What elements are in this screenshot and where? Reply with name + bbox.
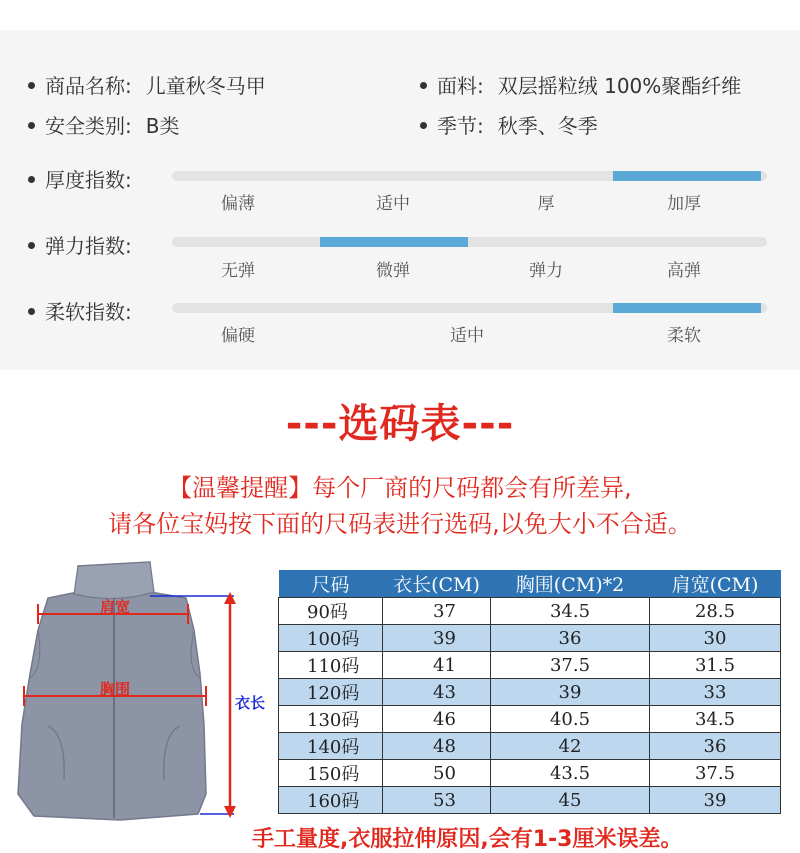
size-cell: 120码 xyxy=(279,679,383,706)
vest-measurement-diagram xyxy=(0,548,275,838)
size-cell: 150码 xyxy=(279,760,383,787)
thickness-index-track xyxy=(172,171,767,181)
softness-index-track xyxy=(172,303,767,313)
table-row xyxy=(279,652,781,679)
table-row xyxy=(279,679,781,706)
shoulder-cell: 30 xyxy=(650,625,781,652)
safety-row xyxy=(28,110,179,139)
elasticity-index-label: 弹力指数: xyxy=(28,230,132,259)
season-row xyxy=(420,110,598,139)
softness-tick: 偏硬 xyxy=(221,326,255,346)
bullet-icon xyxy=(28,122,35,129)
length-cell: 50 xyxy=(383,760,491,787)
safety-value: B类 xyxy=(145,114,180,138)
table-row xyxy=(279,760,781,787)
notice-line-2: 请各位宝妈按下面的尺码表进行选码,以免大小不合适。 xyxy=(108,510,692,538)
elasticity-index-track xyxy=(172,237,767,247)
header-chest: 胸围(CM)*2 xyxy=(491,570,650,598)
table-row xyxy=(279,598,781,625)
chest-cell: 39 xyxy=(491,679,650,706)
vest-illustration xyxy=(0,548,275,838)
season-value: 秋季、冬季 xyxy=(497,114,598,138)
length-label: 衣长 xyxy=(235,694,266,712)
fabric-row xyxy=(420,70,741,99)
chest-cell: 43.5 xyxy=(491,760,650,787)
season-label: 季节: xyxy=(437,114,484,138)
shoulder-cell: 39 xyxy=(650,787,781,814)
length-cell: 48 xyxy=(383,733,491,760)
fabric-value: 双层摇粒绒 100%聚酯纤维 xyxy=(497,74,742,98)
bullet-icon xyxy=(28,176,35,183)
size-table-header xyxy=(279,570,781,598)
thickness-index-fill xyxy=(613,171,761,181)
size-cell: 130码 xyxy=(279,706,383,733)
size-cell: 140码 xyxy=(279,733,383,760)
table-row xyxy=(279,733,781,760)
table-row xyxy=(279,706,781,733)
elasticity-tick: 微弹 xyxy=(376,261,410,281)
size-cell: 160码 xyxy=(279,787,383,814)
shoulder-cell: 31.5 xyxy=(650,652,781,679)
fabric-label: 面料: xyxy=(437,74,484,98)
product-name-row xyxy=(28,70,266,99)
softness-tick: 柔软 xyxy=(667,326,701,346)
size-cell: 110码 xyxy=(279,652,383,679)
shoulder-cell: 37.5 xyxy=(650,760,781,787)
thickness-index-label: 厚度指数: xyxy=(28,164,132,193)
length-cell: 41 xyxy=(383,652,491,679)
softness-tick: 适中 xyxy=(450,326,484,346)
shoulder-cell: 34.5 xyxy=(650,706,781,733)
notice-line-1: 【温馨提醒】每个厂商的尺码都会有所差异, xyxy=(168,474,632,502)
thickness-tick: 偏薄 xyxy=(221,194,255,214)
length-cell: 39 xyxy=(383,625,491,652)
length-cell: 43 xyxy=(383,679,491,706)
length-cell: 37 xyxy=(383,598,491,625)
softness-index-label: 柔软指数: xyxy=(28,296,132,325)
bullet-icon xyxy=(28,242,35,249)
chest-cell: 36 xyxy=(491,625,650,652)
header-shoulder: 肩宽(CM) xyxy=(650,570,781,598)
thickness-tick: 加厚 xyxy=(667,194,701,214)
product-name-label: 商品名称: xyxy=(45,74,132,98)
shoulder-cell: 28.5 xyxy=(650,598,781,625)
chest-cell: 45 xyxy=(491,787,650,814)
bullet-icon xyxy=(420,122,427,129)
chest-cell: 40.5 xyxy=(491,706,650,733)
elasticity-tick: 高弹 xyxy=(667,261,701,281)
elasticity-index-fill xyxy=(320,237,468,247)
shoulder-cell: 33 xyxy=(650,679,781,706)
softness-index-fill xyxy=(613,303,761,313)
shoulder-cell: 36 xyxy=(650,733,781,760)
elasticity-tick: 弹力 xyxy=(529,261,563,281)
chest-cell: 42 xyxy=(491,733,650,760)
table-row xyxy=(279,787,781,814)
size-table xyxy=(278,570,781,814)
measurement-disclaimer: 手工量度,衣服拉伸原因,会有1-3厘米误差。 xyxy=(252,827,683,852)
chest-cell: 34.5 xyxy=(491,598,650,625)
safety-label: 安全类别: xyxy=(45,114,132,138)
product-name-value: 儿童秋冬马甲 xyxy=(145,74,266,98)
bullet-icon xyxy=(28,308,35,315)
bullet-icon xyxy=(28,82,35,89)
chest-label: 胸围 xyxy=(100,680,131,698)
length-cell: 46 xyxy=(383,706,491,733)
table-row xyxy=(279,625,781,652)
size-chart-title: ---选码表--- xyxy=(285,401,515,447)
elasticity-tick: 无弹 xyxy=(221,261,255,281)
length-cell: 53 xyxy=(383,787,491,814)
chest-cell: 37.5 xyxy=(491,652,650,679)
shoulder-width-label: 肩宽 xyxy=(100,598,131,616)
header-size: 尺码 xyxy=(279,570,383,598)
thickness-tick: 适中 xyxy=(376,194,410,214)
thickness-tick: 厚 xyxy=(537,194,555,214)
header-length: 衣长(CM) xyxy=(383,570,491,598)
size-cell: 100码 xyxy=(279,625,383,652)
bullet-icon xyxy=(420,82,427,89)
size-cell: 90码 xyxy=(279,598,383,625)
